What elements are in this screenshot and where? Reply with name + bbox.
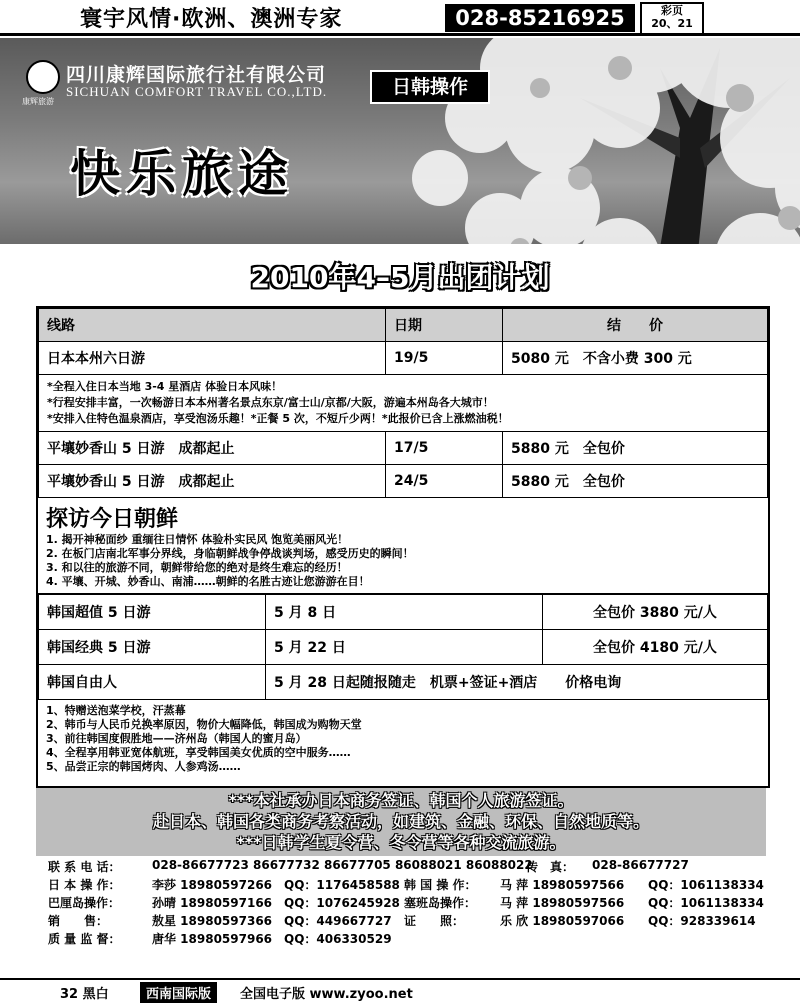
- section-title: 探访今日朝鲜: [46, 507, 179, 532]
- table-row: [39, 665, 768, 700]
- korea-tip: 2、韩币与人民币兑换率原因，物价大幅降低，韩国成为购物天堂: [46, 718, 362, 731]
- contact-row: [48, 876, 778, 894]
- contact-label: 日 本 操 作：: [48, 878, 121, 892]
- korea-price: 全包价 4180 元/人: [543, 630, 768, 665]
- nk-date: 24/5: [386, 465, 503, 498]
- contact-row: [48, 894, 778, 912]
- table-row: [39, 432, 768, 465]
- fax-label: 传 真：: [526, 860, 575, 874]
- korea-table: [38, 594, 768, 700]
- operation-badge: 日韩操作: [370, 70, 490, 104]
- japan-price: 5080 元 不含小费 300 元: [503, 342, 768, 375]
- korea-free-route: 韩国自由人: [39, 665, 266, 700]
- japan-nk-table: [38, 308, 768, 498]
- contact-qq: QQ：1061138334: [648, 896, 764, 910]
- header-route: 线路: [39, 309, 386, 342]
- contacts-block: [48, 858, 778, 948]
- table-header-row: [39, 309, 768, 342]
- color-page-label: 彩页: [661, 4, 683, 17]
- nk-point: 1. 揭开神秘面纱 重缅往日情怀 体验朴实民风 饱览美丽风光！: [46, 533, 349, 546]
- table-row: [39, 595, 768, 630]
- japan-note: *安排入住特色温泉酒店，享受泡汤乐趣！*正餐 5 次，不短斤少两！*此报价已含上涨燃油税！: [47, 412, 509, 425]
- company-name-cn: 四川康辉国际旅行社有限公司: [66, 64, 327, 86]
- contact-person: 唐华 18980597966: [152, 932, 273, 946]
- fax-number: 028-86677727: [592, 858, 689, 872]
- contact-label: 销 售：: [48, 914, 109, 928]
- nk-point: 3. 和以往的旅游不同，朝鲜带给您的绝对是终生难忘的经历！: [46, 561, 348, 574]
- table-row: [39, 630, 768, 665]
- contact-qq: QQ：928339614: [648, 914, 756, 928]
- contact-row: [48, 930, 778, 948]
- contact-person: 乐 欣 18980597066: [500, 914, 625, 928]
- japan-route: 日本本州六日游: [39, 342, 386, 375]
- contact-label: 证 照：: [404, 914, 465, 928]
- korea-tip: 4、全程享用韩亚宽体航班，享受韩国美女优质的空中服务……: [46, 746, 351, 759]
- contact-qq: QQ：1076245928: [284, 896, 400, 910]
- contact-label: 联 系 电 话：: [48, 860, 121, 874]
- korea-tips: [38, 700, 768, 778]
- korea-price: 全包价 3880 元/人: [543, 595, 768, 630]
- korea-route: 韩国超值 5 日游: [39, 595, 266, 630]
- korea-tip: 3、前往韩国度假胜地——济州岛（韩国人的蜜月岛）: [46, 732, 307, 745]
- edition-url: 全国电子版 www.zyoo.net: [240, 987, 413, 1002]
- japan-note: *行程安排丰富，一次畅游日本本州著名景点东京/富士山/京都/大阪，游遍本州岛各大城市！: [47, 396, 494, 409]
- promo-box: [36, 788, 766, 856]
- page-footer: [0, 978, 800, 1002]
- contact-label: 韩 国 操 作：: [404, 878, 477, 892]
- korea-tip: 1、特赠送泡菜学校，汗蒸幕: [46, 704, 186, 717]
- agency-phone: 028-85216925: [445, 4, 635, 32]
- contact-person: 敖星 18980597366: [152, 914, 273, 928]
- contact-label: 巴厘岛操作：: [48, 896, 121, 910]
- tour-schedule-frame: [36, 306, 770, 788]
- promo-line: 赴日本、韩国各类商务考察活动，如建筑、金融、环保、自然地质等。: [152, 812, 649, 831]
- header-date: 日期: [386, 309, 503, 342]
- nk-point: 2. 在板门店南北军事分界线，身临朝鲜战争停战谈判场，感受历史的瞬间！: [46, 547, 414, 560]
- color-page-numbers: 20、21: [651, 17, 693, 30]
- nk-price: 5880 元 全包价: [503, 465, 768, 498]
- nk-explore-section: [38, 498, 768, 594]
- logo-label: 康辉旅游: [22, 97, 54, 106]
- company-name-en: SICHUAN COMFORT TRAVEL CO.,LTD.: [66, 84, 328, 99]
- korea-tip: 5、品尝正宗的韩国烤肉、人参鸡汤……: [46, 760, 241, 773]
- contact-qq: QQ：1061138334: [648, 878, 764, 892]
- nk-price: 5880 元 全包价: [503, 432, 768, 465]
- korea-date: 5 月 8 日: [266, 595, 543, 630]
- nk-route: 平壤妙香山 5 日游 成都起止: [39, 432, 386, 465]
- plan-title: 2010年4–5月出团计划: [250, 261, 550, 294]
- korea-route: 韩国经典 5 日游: [39, 630, 266, 665]
- agency-slogan: 寰宇风情·欧洲、澳洲专家: [80, 7, 343, 32]
- contact-person: 孙晴 18980597166: [152, 896, 273, 910]
- contact-person: 李莎 18980597266: [152, 878, 273, 892]
- contact-row: [48, 858, 778, 876]
- table-row: [39, 465, 768, 498]
- korea-date: 5 月 22 日: [266, 630, 543, 665]
- contact-label: 塞班岛操作：: [404, 896, 477, 910]
- japan-notes-row: [39, 375, 768, 432]
- top-rule: [0, 33, 800, 36]
- cherry-blossom-tree-image: [320, 38, 800, 244]
- contact-label: 质 量 监 督：: [48, 932, 121, 946]
- promo-line: ***本社承办日本商务签证、韩国个人旅游签证。: [228, 791, 574, 810]
- page-number: 32 黑白: [60, 987, 109, 1002]
- nk-date: 17/5: [386, 432, 503, 465]
- contact-phone-numbers: 028-86677723 86677732 86677705 86088021 86088022: [152, 858, 533, 872]
- contact-row: [48, 912, 778, 930]
- contact-qq: QQ：1176458588: [284, 878, 400, 892]
- nk-route: 平壤妙香山 5 日游 成都起止: [39, 465, 386, 498]
- promo-line: ***日韩学生夏令营、冬令营等各种交流旅游。: [236, 833, 566, 852]
- header-price: 结 价: [503, 309, 768, 342]
- top-banner: [0, 0, 800, 36]
- contact-person: 马 萍 18980597566: [500, 896, 625, 910]
- hero-title: 快乐旅途: [70, 145, 294, 203]
- contact-qq: QQ：406330529: [284, 932, 392, 946]
- contact-qq: QQ：449667727: [284, 914, 392, 928]
- nk-point: 4. 平壤、开城、妙香山、南浦……朝鲜的名胜古迹让您游游在目！: [46, 575, 370, 588]
- contact-person: 马 萍 18980597566: [500, 878, 625, 892]
- korea-free-detail: 5 月 28 日起随报随走 机票+签证+酒店 价格电询: [266, 665, 768, 700]
- japan-note: *全程入住日本当地 3-4 星酒店 体验日本风味！: [47, 380, 283, 393]
- hero-banner: [0, 38, 800, 244]
- company-logo-icon: [26, 60, 60, 94]
- color-page-tag: [640, 2, 704, 36]
- section-tag: 西南国际版: [140, 982, 217, 1003]
- table-row: [39, 342, 768, 375]
- japan-date: 19/5: [386, 342, 503, 375]
